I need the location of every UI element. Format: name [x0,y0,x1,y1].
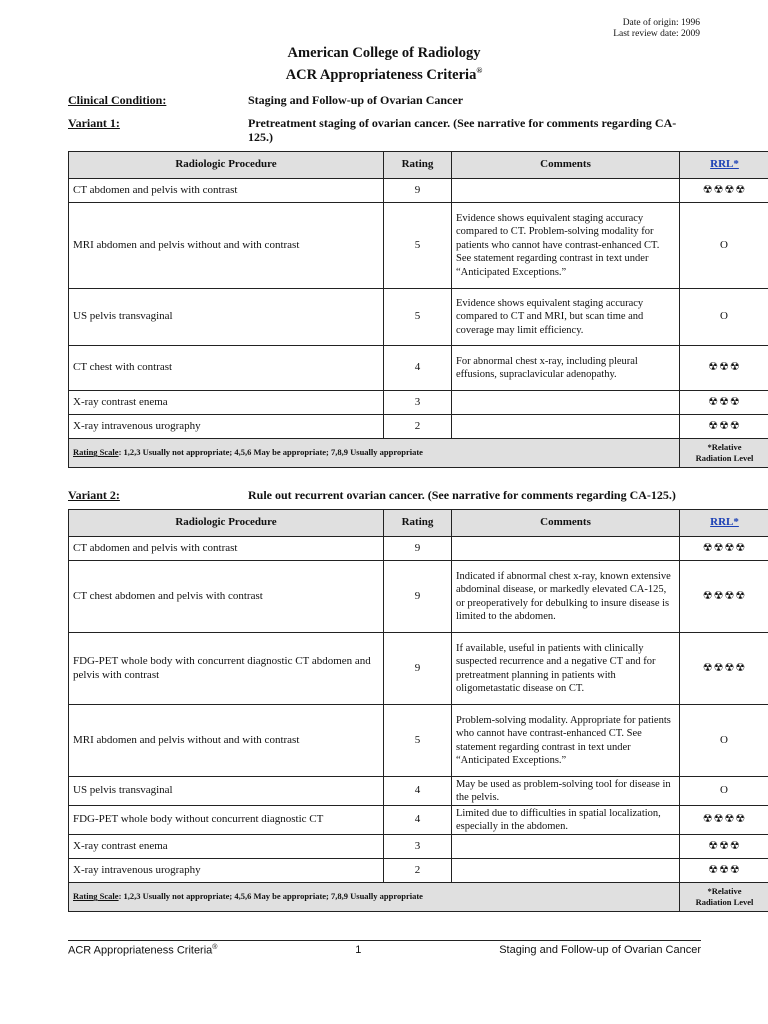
document-title [0,45,768,84]
rating-cell: 9 [384,633,452,705]
table-row [69,391,768,415]
procedure-cell: CT abdomen and pelvis with contrast [69,537,384,561]
table-row [69,289,768,346]
variant-1-label: Variant 1: [68,116,120,130]
comments-cell [452,415,680,439]
table-row [69,203,768,289]
table-row [69,835,768,859]
variant-2-table [68,509,768,912]
date-of-origin: Date of origin: 1996 [622,18,700,28]
procedure-cell: FDG-PET whole body without concurrent diagnostic CT [69,806,384,835]
footer-left: ACR Appropriateness Criteria® [68,944,218,957]
clinical-condition-label: Clinical Condition: [68,93,167,107]
clinical-condition-value: Staging and Follow-up of Ovarian Cancer [248,93,464,107]
table-header-row [69,152,768,179]
comments-cell: Evidence shows equivalent staging accuracy compared to CT. Problem-solving modality for patients who cannot have contrast-enhanced CT. See statement regarding contrast in text under “Anticipated Exceptions.” [452,203,680,289]
comments-cell: May be used as problem-solving tool for disease in the pelvis. [452,777,680,806]
variant-1-table [68,151,768,468]
table-row [69,537,768,561]
procedure-cell: US pelvis transvaginal [69,777,384,806]
table-row [69,346,768,391]
variant-2-description: Rule out recurrent ovarian cancer. (See narrative for comments regarding CA-125.) [248,488,676,502]
rating-scale [69,883,680,912]
title-criteria: ACR Appropriateness Criteria® [285,66,483,83]
comments-cell [452,859,680,883]
footer-right: Staging and Follow-up of Ovarian Cancer [499,944,701,956]
rating-cell: 4 [384,346,452,391]
rating-scale [69,439,680,468]
variant-1-header [68,116,700,144]
procedure-cell: MRI abdomen and pelvis without and with contrast [69,705,384,777]
procedure-cell: CT chest abdomen and pelvis with contrast [69,561,384,633]
procedure-cell: FDG-PET whole body with concurrent diagnostic CT abdomen and pelvis with contrast [69,633,384,705]
col-rating-header: Rating [384,510,452,537]
comments-cell: For abnormal chest x-ray, including pleural effusions, supraclavicular adenopathy. [452,346,680,391]
comments-cell [452,179,680,203]
rating-scale-text: : 1,2,3 Usually not appropriate; 4,5,6 May be appropriate; 7,8,9 Usually appropriate [118,447,423,458]
table-row [69,561,768,633]
rrl-cell: ☢☢☢☢ [680,561,768,633]
variant-2-label: Variant 2: [68,488,120,502]
rrl-link[interactable]: RRL* [680,152,768,179]
rating-cell: 2 [384,859,452,883]
table-row [69,806,768,835]
rating-cell: 5 [384,705,452,777]
col-comments-header: Comments [452,152,680,179]
rrl-link[interactable]: RRL* [680,510,768,537]
last-review-date: Last review date: 2009 [613,29,700,39]
procedure-cell: CT abdomen and pelvis with contrast [69,179,384,203]
rrl-cell: ☢☢☢☢ [680,537,768,561]
procedure-cell: X-ray contrast enema [69,391,384,415]
comments-cell: Evidence shows equivalent staging accuracy compared to CT and MRI, but scan time and coverage may limit efficiency. [452,289,680,346]
comments-cell: If available, useful in patients with clinically suspected recurrence and a negative CT and for pretreatment planning in patients with oligometastatic disease on CT. [452,633,680,705]
page-footer [68,940,701,957]
comments-cell [452,537,680,561]
rating-cell: 9 [384,179,452,203]
relative-label: *Relative [707,442,742,452]
rating-cell: 9 [384,537,452,561]
col-procedure-header: Radiologic Procedure [69,152,384,179]
table-row [69,705,768,777]
rating-cell: 4 [384,806,452,835]
rrl-cell: O [680,289,768,346]
relative-radiation-level-note [680,883,768,912]
table-row [69,777,768,806]
rating-scale-label: Rating Scale [73,447,119,458]
document-meta [613,18,700,40]
rating-cell: 3 [384,835,452,859]
comments-cell [452,835,680,859]
procedure-cell: X-ray contrast enema [69,835,384,859]
page-number: 1 [355,944,362,956]
col-procedure-header: Radiologic Procedure [69,510,384,537]
procedure-cell: US pelvis transvaginal [69,289,384,346]
relative-label: *Relative [707,886,742,896]
rating-cell: 3 [384,391,452,415]
title-org: American College of Radiology [287,45,481,61]
comments-cell: Problem-solving modality. Appropriate for patients who cannot have contrast-enhanced CT. See statement regarding contrast in text under “Anticipated Exceptions.” [452,705,680,777]
comments-cell: Limited due to difficulties in spatial localization, especially in the abdomen. [452,806,680,835]
rrl-cell: O [680,705,768,777]
rating-cell: 5 [384,203,452,289]
rating-cell: 5 [384,289,452,346]
relative-radiation-level-note [680,439,768,468]
radiation-level-label: Radiation Level [695,897,754,907]
variant-1-description: Pretreatment staging of ovarian cancer. (See narrative for comments regarding CA-125.) [248,116,677,144]
rating-scale-row [69,883,768,912]
clinical-condition [68,93,700,107]
radiation-level-label: Radiation Level [695,453,754,463]
procedure-cell: X-ray intravenous urography [69,859,384,883]
rrl-cell: ☢☢☢ [680,859,768,883]
rrl-cell: O [680,777,768,806]
rrl-cell: ☢☢☢ [680,346,768,391]
rating-scale-label: Rating Scale [73,891,119,902]
procedure-cell: X-ray intravenous urography [69,415,384,439]
rrl-cell: ☢☢☢☢ [680,179,768,203]
rrl-cell: ☢☢☢ [680,835,768,859]
variant-2-header [68,488,700,502]
procedure-cell: CT chest with contrast [69,346,384,391]
table-row [69,179,768,203]
rating-cell: 4 [384,777,452,806]
table-row [69,859,768,883]
rrl-cell: ☢☢☢☢ [680,633,768,705]
rating-cell: 9 [384,561,452,633]
rrl-cell: ☢☢☢ [680,415,768,439]
col-rating-header: Rating [384,152,452,179]
table-row [69,633,768,705]
rating-cell: 2 [384,415,452,439]
table-header-row [69,510,768,537]
comments-cell: Indicated if abnormal chest x-ray, known extensive abdominal disease, or markedly elevated CA-125, or preoperatively for debulking to insure disease is limited to the abdomen. [452,561,680,633]
procedure-cell: MRI abdomen and pelvis without and with contrast [69,203,384,289]
rrl-cell: O [680,203,768,289]
rrl-cell: ☢☢☢☢ [680,806,768,835]
col-comments-header: Comments [452,510,680,537]
rating-scale-row [69,439,768,468]
rating-scale-text: : 1,2,3 Usually not appropriate; 4,5,6 May be appropriate; 7,8,9 Usually appropriate [118,891,423,902]
rrl-cell: ☢☢☢ [680,391,768,415]
comments-cell [452,391,680,415]
table-row [69,415,768,439]
